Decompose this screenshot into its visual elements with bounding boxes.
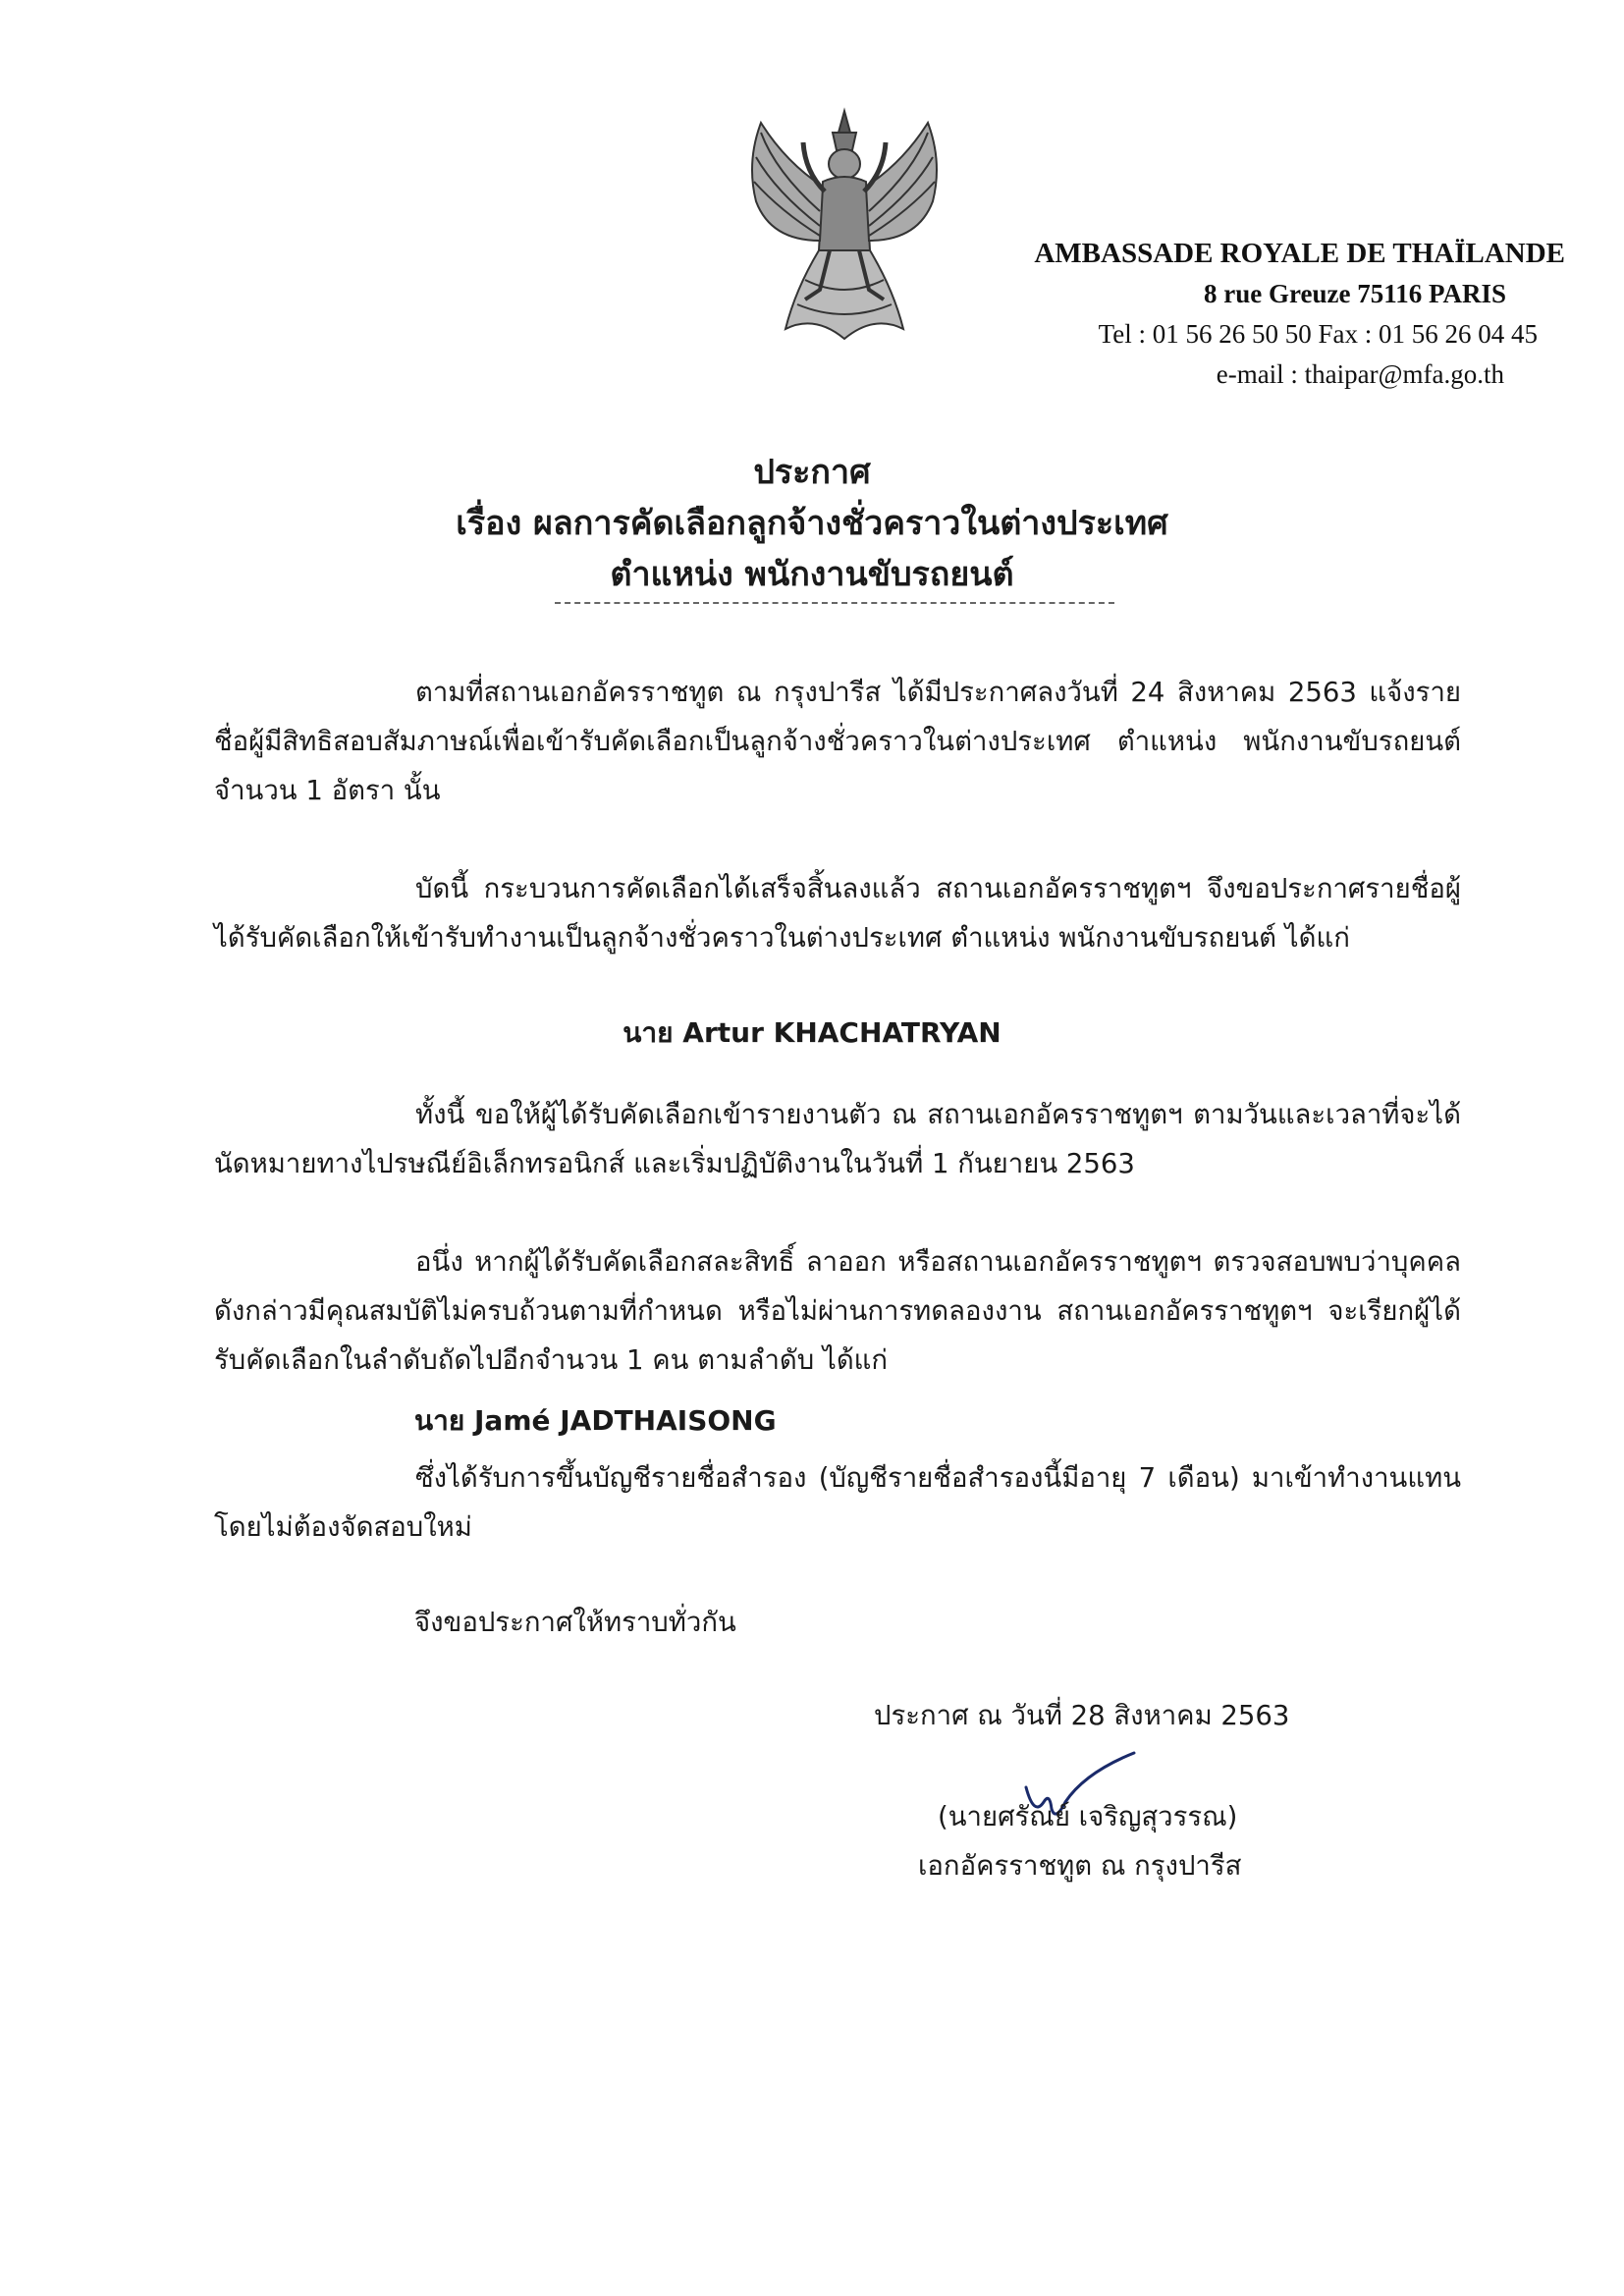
paragraph-2: [214, 864, 1461, 962]
embassy-email: e-mail : thaipar@mfa.go.th: [1216, 359, 1504, 389]
paragraph-4: [214, 1237, 1461, 1385]
paragraph-2-text: บัดนี้ กระบวนการคัดเลือกได้เสร็จสิ้นลงแล้ว สถานเอกอัครราชทูตฯ จึงขอประกาศรายชื่อผู้ได้รับคัดเลือกให้เข้ารับทำงานเป็นลูกจ้างชั่วคราวในต่างประเทศ ตำแหน่ง พนักงานขับรถยนต์ ได้แก่: [214, 873, 1461, 954]
embassy-contact: Tel : 01 56 26 50 50 Fax : 01 56 26 04 45: [1098, 319, 1538, 349]
paragraph-5-text: ซึ่งได้รับการขึ้นบัญชีรายชื่อสำรอง (บัญชีรายชื่อสำรองนี้มีอายุ 7 เดือน) มาเข้าทำงานแทนโดยไม่ต้องจัดสอบใหม่: [214, 1462, 1461, 1543]
title-line-3: ตำแหน่ง พนักงานขับรถยนต์: [610, 555, 1014, 594]
title-line-2: เรื่อง ผลการคัดเลือกลูกจ้างชั่วคราวในต่างประเทศ: [456, 504, 1168, 543]
reserve-candidate-name: นาย Jamé JADTHAISONG: [414, 1404, 777, 1437]
paragraph-4-text: อนึ่ง หากผู้ได้รับคัดเลือกสละสิทธิ์ ลาออก หรือสถานเอกอัครราชทูตฯ ตรวจสอบพบว่าบุคคลดังกล่าวมีคุณสมบัติไม่ครบถ้วนตามที่กำหนด หรือไม่ผ่านการทดลองงาน สถานเอกอัครราชทูตฯ จะเรียกผู้ได้รับคัดเลือกในลำดับถัดไปอีกจำนวน 1 คน ตามลำดับ ได้แก่: [214, 1246, 1461, 1376]
embassy-name: AMBASSADE ROYALE DE THAÏLANDE: [1034, 238, 1565, 269]
signer-title: เอกอัครราชทูต ณ กรุงปารีส: [918, 1850, 1242, 1882]
signer-name: (นายศรัณย์ เจริญสุวรรณ): [938, 1801, 1238, 1832]
closing-line: จึงขอประกาศให้ทราบทั่วกัน: [414, 1607, 736, 1638]
paragraph-1-text: ตามที่สถานเอกอัครราชทูต ณ กรุงปารีส ได้มีประกาศลงวันที่ 24 สิงหาคม 2563 แจ้งรายชื่อผู้มีสิทธิสอบสัมภาษณ์เพื่อเข้ารับคัดเลือกเป็นลูกจ้างชั่วคราวในต่างประเทศ ตำแหน่ง พนักงานขับรถยนต์ จำนวน 1 อัตรา นั้น: [214, 677, 1461, 806]
title-line-1: ประกาศ: [753, 453, 871, 492]
paragraph-3-text: ทั้งนี้ ขอให้ผู้ได้รับคัดเลือกเข้ารายงานตัว ณ สถานเอกอัครราชทูตฯ ตามวันและเวลาที่จะได้นัดหมายทางไปรษณีย์อิเล็กทรอนิกส์ และเริ่มปฏิบัติงานในวันที่ 1 กันยายน 2563: [214, 1099, 1461, 1179]
selected-candidate-name: นาย Artur KHACHATRYAN: [623, 1016, 1001, 1049]
announcement-date: ประกาศ ณ วันที่ 28 สิงหาคม 2563: [874, 1700, 1290, 1731]
divider: [555, 602, 1114, 604]
signer-block: [918, 1792, 1241, 1890]
garuda-emblem-icon: [727, 103, 962, 349]
announcement-title: [0, 447, 1624, 600]
paragraph-5: [214, 1453, 1461, 1552]
paragraph-1: [214, 668, 1461, 815]
paragraph-3: [214, 1090, 1461, 1188]
embassy-address: 8 rue Greuze 75116 PARIS: [1204, 279, 1506, 308]
letterhead: [1034, 234, 1565, 395]
